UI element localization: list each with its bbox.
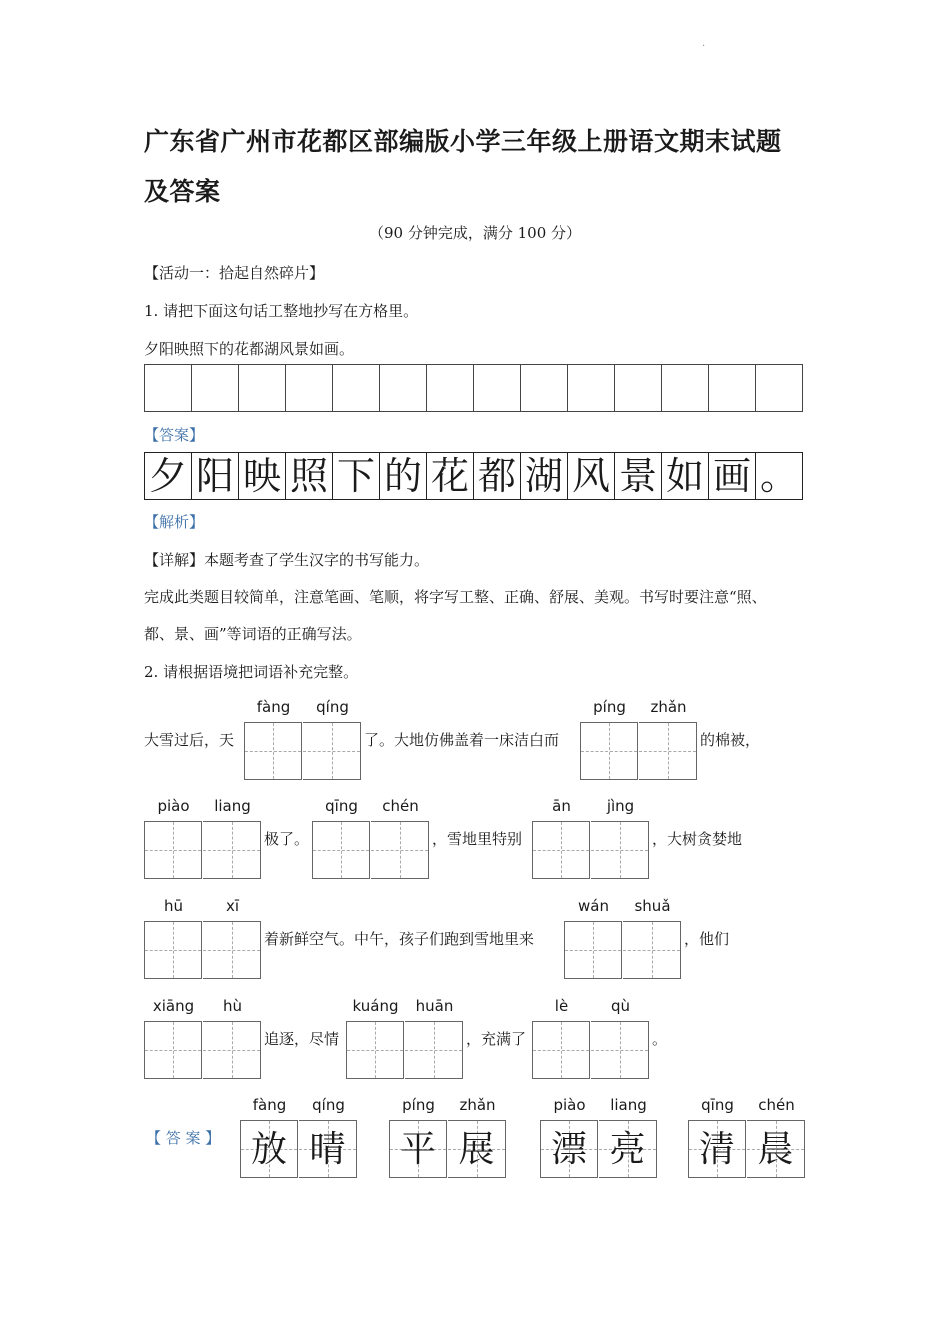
text-segment: 极了。 [264,830,310,848]
pinyin-text: píng [402,1096,435,1114]
pinyin-text: qīng [325,797,358,815]
pinyin-text: huān [415,997,454,1015]
tian-grid [389,1120,447,1178]
pinyin-box-wanshua[interactable] [564,897,682,979]
pinyin-cell[interactable] [312,797,371,879]
pinyin-cell [299,1096,358,1178]
answer-box-pingzhan [389,1096,507,1178]
tian-grid[interactable] [371,821,429,879]
text-segment: 大雪过后，天 [144,731,235,749]
text-segment: 。 [652,1030,668,1048]
pinyin-cell[interactable] [244,698,303,780]
answer-char-cell: 。 [756,453,803,499]
copy-cell[interactable] [145,365,192,411]
pinyin-text: xī [225,897,240,915]
pinyin-text: zhǎn [650,698,687,716]
pinyin-text: hù [222,997,242,1015]
copy-cell[interactable] [756,365,803,411]
copy-cell[interactable] [333,365,380,411]
pinyin-cell [240,1096,299,1178]
pinyin-text: qíng [316,698,349,716]
answer-character: 平 [399,1129,436,1170]
text-segment: 着新鲜空气。中午，孩子们跑到雪地里来 [264,930,535,948]
answer-label: 【答案】 [144,426,205,444]
pinyin-text: ān [552,797,571,815]
pinyin-cell [688,1096,747,1178]
text-segment: ，大树贪婪地 [652,830,743,848]
copy-cell[interactable] [427,365,474,411]
copy-cell[interactable] [521,365,568,411]
question-1-sentence: 夕阳映照下的花都湖风景如画。 [144,340,355,358]
tian-grid [299,1120,357,1178]
pinyin-cell [389,1096,448,1178]
pinyin-box-lequ[interactable] [532,997,650,1079]
pinyin-text: wán [578,897,609,915]
answer-label-2: 【 答 案 】 [146,1129,221,1147]
tian-grid [599,1120,657,1178]
pinyin-cell[interactable] [203,997,262,1079]
tian-grid[interactable] [144,1021,202,1079]
answer-char-cell: 花 [427,453,474,499]
pinyin-cell[interactable] [203,897,262,979]
tian-grid[interactable] [144,921,202,979]
pinyin-text: kuáng [352,997,399,1015]
answer-char-cell: 映 [239,453,286,499]
tian-grid[interactable] [346,1021,404,1079]
tian-grid[interactable] [623,921,681,979]
pinyin-box-anjing[interactable] [532,797,650,879]
pinyin-box-qingchen[interactable] [312,797,430,879]
pinyin-text: qíng [312,1096,345,1114]
tian-grid[interactable] [591,821,649,879]
copy-grid[interactable] [144,364,803,412]
pinyin-cell[interactable] [405,997,464,1079]
pinyin-text: fàng [252,1096,287,1114]
pinyin-cell [540,1096,599,1178]
pinyin-box-fangqing[interactable] [244,698,362,780]
answer-char-cell: 的 [380,453,427,499]
pinyin-cell[interactable] [346,997,405,1079]
pinyin-text: lè [554,997,569,1015]
pinyin-text: jìng [606,797,635,815]
exam-info: （90 分钟完成，满分 100 分） [368,224,582,242]
pinyin-cell[interactable] [371,797,430,879]
tian-grid[interactable] [532,1021,590,1079]
pinyin-box-xianghu[interactable] [144,997,262,1079]
answer-char-cell: 风 [568,453,615,499]
copy-cell[interactable] [286,365,333,411]
tian-grid[interactable] [312,821,370,879]
tian-grid[interactable] [203,921,261,979]
pinyin-cell[interactable] [639,698,698,780]
pinyin-text: chén [382,797,419,815]
tian-grid[interactable] [303,722,361,780]
answer-char-cell: 画 [709,453,756,499]
pinyin-text: hū [163,897,183,915]
pinyin-box-pingzhan[interactable] [580,698,698,780]
answer-char-cell: 下 [333,453,380,499]
question-1-prompt: 1. 请把下面这句话工整地抄写在方格里。 [144,302,419,320]
text-segment: ，雪地里特别 [432,830,523,848]
pinyin-cell[interactable] [580,698,639,780]
text-segment: ，充满了 [466,1030,527,1048]
tian-grid[interactable] [564,921,622,979]
detail-text: 【详解】本题考查了学生汉字的书写能力。 [144,551,430,569]
pinyin-cell[interactable] [144,897,203,979]
text-segment: 追逐，尽情 [264,1030,340,1048]
pinyin-text: fàng [256,698,291,716]
tian-grid [540,1120,598,1178]
tian-grid[interactable] [203,1021,261,1079]
pinyin-text: chén [758,1096,795,1114]
answer-box-piaoliang [540,1096,658,1178]
answer-char-cell: 夕 [145,453,192,499]
answer-character: 晴 [309,1129,346,1170]
answer-character: 放 [250,1129,287,1170]
pinyin-cell[interactable] [532,797,591,879]
copy-cell[interactable] [192,365,239,411]
tian-grid [747,1120,805,1178]
pinyin-cell[interactable] [144,797,203,879]
pinyin-text: piào [553,1096,586,1114]
answer-char-cell: 阳 [192,453,239,499]
question-2-prompt: 2. 请根据语境把词语补充完整。 [144,663,359,681]
answer-char-cell: 如 [662,453,709,499]
pinyin-text: qù [610,997,631,1015]
pinyin-cell [747,1096,806,1178]
pinyin-text: zhǎn [459,1096,496,1114]
analysis-label: 【解析】 [144,513,205,531]
answer-box-qingchen [688,1096,806,1178]
tian-grid[interactable] [405,1021,463,1079]
answer-character: 漂 [550,1129,587,1170]
copy-cell[interactable] [474,365,521,411]
text-segment: 的棉被， [700,731,761,749]
pinyin-text: píng [593,698,626,716]
answer-character: 展 [458,1129,495,1170]
pinyin-text: piào [157,797,190,815]
pinyin-cell[interactable] [591,997,650,1079]
pinyin-box-huxi[interactable] [144,897,262,979]
pinyin-cell[interactable] [564,897,623,979]
answer-grid [144,452,803,500]
pinyin-cell[interactable] [532,997,591,1079]
tian-grid[interactable] [639,722,697,780]
pinyin-cell [599,1096,658,1178]
tian-grid[interactable] [532,821,590,879]
tian-grid [240,1120,298,1178]
text-segment: 了。大地仿佛盖着一床洁白而 [364,731,560,749]
copy-cell[interactable] [239,365,286,411]
tian-grid [448,1120,506,1178]
answer-char-cell: 都 [474,453,521,499]
pinyin-box-kuanghuan[interactable] [346,997,464,1079]
answer-character: 晨 [757,1129,794,1170]
explanation-line-2: 都、景、画”等词语的正确写法。 [144,625,362,643]
pinyin-box-piaoliang[interactable] [144,797,262,879]
copy-cell[interactable] [662,365,709,411]
answer-char-cell: 湖 [521,453,568,499]
tian-grid[interactable] [203,821,261,879]
pinyin-cell[interactable] [203,797,262,879]
answer-char-cell: 照 [286,453,333,499]
copy-cell[interactable] [615,365,662,411]
tian-grid [688,1120,746,1178]
tian-grid[interactable] [591,1021,649,1079]
page-title-line2: 及答案 [144,177,221,206]
text-segment: ，他们 [684,930,730,948]
copy-cell[interactable] [709,365,756,411]
explanation-line-1: 完成此类题目较简单，注意笔画、笔顺，将字写工整、正确、舒展、美观。书写时要注意“照、 [144,588,767,606]
pinyin-text: shuǎ [634,897,671,915]
pinyin-text: liang [610,1096,647,1114]
tian-grid[interactable] [580,722,638,780]
pinyin-text: qīng [701,1096,734,1114]
tian-grid[interactable] [244,722,302,780]
pinyin-cell [448,1096,507,1178]
answer-character: 亮 [609,1129,646,1170]
answer-box-fangqing [240,1096,358,1178]
page-title-line1: 广东省广州市花都区部编版小学三年级上册语文期末试题 [144,127,782,156]
answer-char-cell: 景 [615,453,662,499]
tian-grid[interactable] [144,821,202,879]
pinyin-text: xiāng [152,997,195,1015]
copy-cell[interactable] [380,365,427,411]
header-mark: . [702,38,706,49]
copy-cell[interactable] [568,365,615,411]
pinyin-cell[interactable] [623,897,682,979]
pinyin-text: liang [214,797,251,815]
activity-heading: 【活动一：拾起自然碎片】 [144,264,325,282]
pinyin-cell[interactable] [303,698,362,780]
pinyin-cell[interactable] [144,997,203,1079]
answer-character: 清 [698,1129,735,1170]
pinyin-cell[interactable] [591,797,650,879]
